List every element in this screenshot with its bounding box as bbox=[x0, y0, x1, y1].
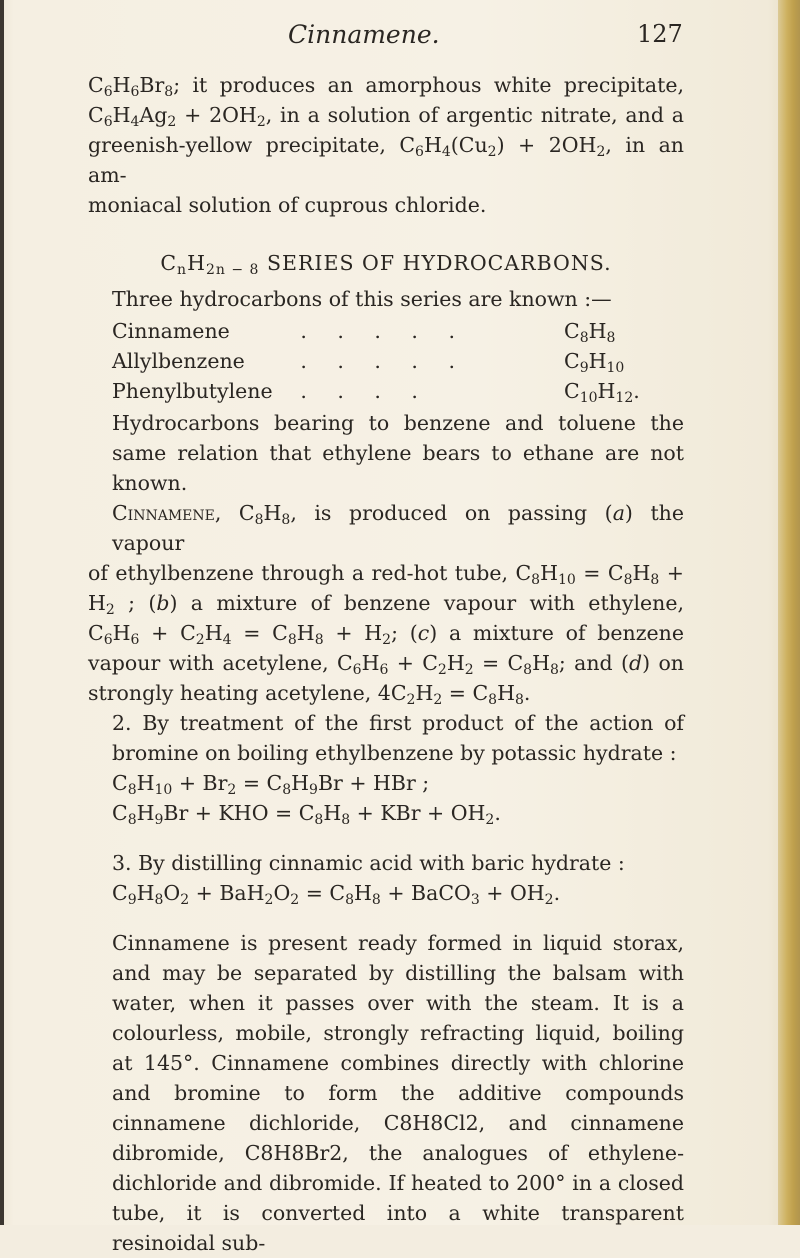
paragraph-method-2: 2. By treatment of the first product of the action of bromine on boiling ethylbenzene by potassic hydrate : bbox=[112, 711, 684, 765]
paragraph-opening: $C_6H_6Br_8$; it produces an amorphous white precipitate, $C_6H_4Ag_2 + 2OH_2$, in a solution of argentic nitrate, and a greenish-yellow precipitate, $C_6H_4(Cu_2) + 2OH_2$, in an am- moniacal solution of cuprous chloride. bbox=[88, 73, 685, 217]
paragraph-storax: Cinnamene is present ready formed in liquid storax, and may be separated by distilling the balsam with water, when it passes over with the steam. It is a colourless, mobile, strongly refracting liquid, boiling at 145°. Cinnamene combines directly with chlorine and bromine to form the additive compounds cinnamene dichloride, C8H8Cl2, and cinnamene dibromide, C8H8Br2, the analogues of ethylene-dichloride and dibromide. If heated to 200° in a closed tube, it is converted into a white transparent resinoidal sub- bbox=[112, 931, 684, 1255]
compound-formula: $C_9H_{10}$ bbox=[564, 349, 625, 376]
compound-formula: $C_8H_8$ bbox=[564, 319, 616, 346]
paragraph-cinnamene-prep: Cinnamene, $C_8H_8$, is produced on passing (a) the vapour of ethylbenzene through a red-hot tube, $C_8H_{10} = C_8H_8$ + $H_2$ ; (b) a mixture of benzene vapour with ethylene, $C_6H_6 + C_2H_4 = C_8H_8 + H_2$; (c) a mixture of benzene vapour with acetylene, $C_6H_6 + C_2H_2 = C_8H_8$; and (d) on strongly heating acetylene, $4C_2H_2 = C_8H_8$. bbox=[88, 501, 685, 708]
paragraph-method-3: 3. By distilling cinnamic acid with baric hydrate : bbox=[112, 851, 625, 875]
section-heading-text: SERIES OF HYDROCARBONS. bbox=[266, 251, 612, 275]
page-body bbox=[88, 70, 684, 1258]
compound-name: Cinnamene bbox=[112, 319, 230, 343]
table-row bbox=[112, 376, 684, 406]
compound-name: Phenylbutylene bbox=[112, 379, 273, 403]
series-table bbox=[112, 316, 684, 406]
compound-formula: $C_{10}H_{12}$. bbox=[564, 379, 640, 406]
compound-name: Allylbenzene bbox=[112, 349, 245, 373]
paragraph-hydrocarbons: Hydrocarbons bearing to benzene and toluene the same relation that ethylene bears to ethane are not known. bbox=[112, 411, 684, 495]
dot-leader: . . . . bbox=[300, 379, 430, 403]
page-gilt-edge bbox=[778, 0, 800, 1225]
equation: $C_8H_9Br$ + KHO = $C_8H_8$ + KBr + $OH_2$. bbox=[112, 801, 501, 828]
table-row bbox=[112, 316, 684, 346]
page-number: 127 bbox=[637, 20, 683, 48]
section-heading: $C_nH_{2n - 8}$ SERIES OF HYDROCARBONS. bbox=[160, 251, 612, 278]
page-left-edge bbox=[0, 0, 4, 1225]
running-head: Cinnamene. bbox=[288, 20, 440, 49]
cinnamene-term: Cinnamene, bbox=[112, 501, 222, 525]
equation: $C_9H_8O_2 + BaH_2O_2 = C_8H_8$ + BaCO$_3$ + $OH_2$. bbox=[112, 881, 561, 908]
equation: $C_8H_{10} + Br_2 = C_8H_9Br$ + HBr ; bbox=[112, 771, 430, 798]
dot-leader: . . . . . bbox=[300, 349, 467, 373]
table-row bbox=[112, 346, 684, 376]
dot-leader: . . . . . bbox=[300, 319, 467, 343]
page-header bbox=[0, 20, 780, 56]
series-intro: Three hydrocarbons of this series are known :— bbox=[112, 287, 612, 311]
